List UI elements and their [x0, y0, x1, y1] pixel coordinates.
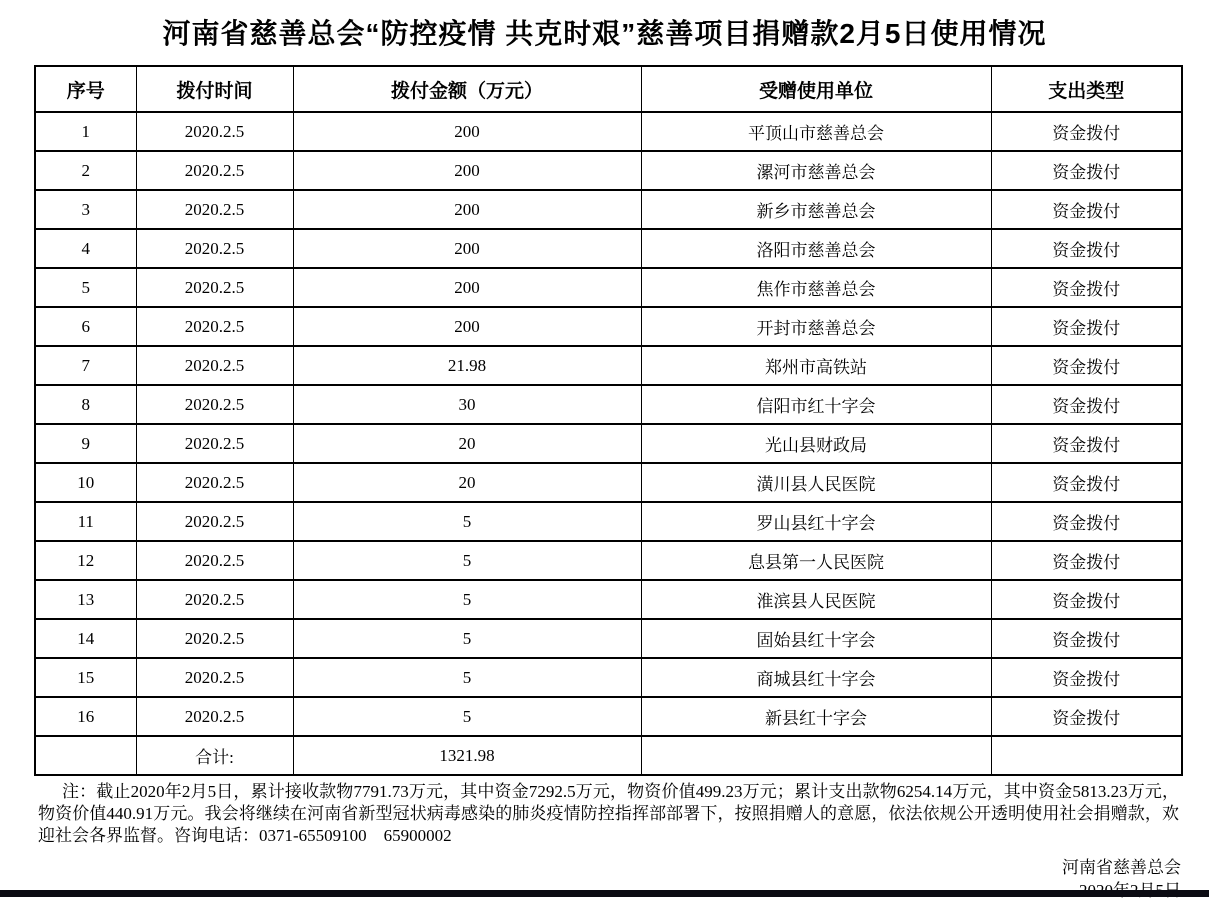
cell-no: 10 [35, 463, 136, 502]
page-title: 河南省慈善总会“防控疫情 共克时艰”慈善项目捐赠款2月5日使用情况 [162, 18, 1047, 49]
cell-no: 15 [35, 658, 136, 697]
cell-type: 资金拨付 [991, 697, 1182, 736]
total-cell-empty-type [991, 736, 1182, 775]
cell-unit: 郑州市高铁站 [641, 346, 991, 385]
cell-type: 资金拨付 [991, 112, 1182, 151]
table-row [35, 658, 1182, 697]
cell-amount: 5 [293, 697, 641, 736]
cell-date: 2020.2.5 [136, 346, 293, 385]
cell-date: 2020.2.5 [136, 619, 293, 658]
cell-type: 资金拨付 [991, 580, 1182, 619]
cell-no: 13 [35, 580, 136, 619]
cell-unit: 新乡市慈善总会 [641, 190, 991, 229]
cell-date: 2020.2.5 [136, 502, 293, 541]
cell-date: 2020.2.5 [136, 463, 293, 502]
cell-date: 2020.2.5 [136, 385, 293, 424]
cell-unit: 开封市慈善总会 [641, 307, 991, 346]
cell-unit: 信阳市红十字会 [641, 385, 991, 424]
cell-amount: 200 [293, 268, 641, 307]
table-row [35, 307, 1182, 346]
cell-date: 2020.2.5 [136, 307, 293, 346]
cell-date: 2020.2.5 [136, 112, 293, 151]
cell-no: 3 [35, 190, 136, 229]
cell-type: 资金拨付 [991, 541, 1182, 580]
table-body [35, 112, 1182, 736]
cell-date: 2020.2.5 [136, 697, 293, 736]
cell-no: 5 [35, 268, 136, 307]
cell-date: 2020.2.5 [136, 268, 293, 307]
cell-type: 资金拨付 [991, 424, 1182, 463]
cell-unit: 焦作市慈善总会 [641, 268, 991, 307]
table-row [35, 112, 1182, 151]
cell-amount: 20 [293, 424, 641, 463]
table-row [35, 463, 1182, 502]
cell-unit: 固始县红十字会 [641, 619, 991, 658]
table-row [35, 541, 1182, 580]
table-row [35, 151, 1182, 190]
cell-date: 2020.2.5 [136, 541, 293, 580]
cell-unit: 淮滨县人民医院 [641, 580, 991, 619]
signature-org: 河南省慈善总会 [1062, 858, 1181, 877]
cell-type: 资金拨付 [991, 658, 1182, 697]
table-row [35, 229, 1182, 268]
table-footer [35, 736, 1182, 775]
cell-no: 4 [35, 229, 136, 268]
cell-unit: 罗山县红十字会 [641, 502, 991, 541]
table-row [35, 190, 1182, 229]
table-header [35, 66, 1182, 112]
cell-amount: 30 [293, 385, 641, 424]
header-no: 序号 [35, 66, 136, 112]
cell-unit: 光山县财政局 [641, 424, 991, 463]
cell-unit: 漯河市慈善总会 [641, 151, 991, 190]
cell-date: 2020.2.5 [136, 580, 293, 619]
header-amount: 拨付金额（万元） [293, 66, 641, 112]
cell-unit: 新县红十字会 [641, 697, 991, 736]
cell-type: 资金拨付 [991, 463, 1182, 502]
cell-no: 1 [35, 112, 136, 151]
cell-date: 2020.2.5 [136, 424, 293, 463]
cell-amount: 5 [293, 619, 641, 658]
cell-no: 12 [35, 541, 136, 580]
header-type: 支出类型 [991, 66, 1182, 112]
total-label: 合计: [136, 736, 293, 775]
cell-date: 2020.2.5 [136, 229, 293, 268]
cell-amount: 5 [293, 502, 641, 541]
table-row [35, 697, 1182, 736]
table-row [35, 346, 1182, 385]
cell-amount: 200 [293, 151, 641, 190]
cell-type: 资金拨付 [991, 619, 1182, 658]
table-row [35, 502, 1182, 541]
cell-amount: 5 [293, 580, 641, 619]
cell-amount: 5 [293, 541, 641, 580]
cell-unit: 潢川县人民医院 [641, 463, 991, 502]
cell-no: 8 [35, 385, 136, 424]
cell-date: 2020.2.5 [136, 190, 293, 229]
cell-date: 2020.2.5 [136, 151, 293, 190]
footnote: 注：截止2020年2月5日，累计接收款物7791.73万元，其中资金7292.5万元，物资价值499.23万元；累计支出款物6254.14万元，其中资金5813.23万元，物资价值440.91万元。我会将继续在河南省新型冠状病毒感染的肺炎疫情防控指挥部部署下，按照捐赠人的意愿，依法依规公开透明使用社会捐赠款，欢迎社会各界监督。咨询电话：0371-65509100 65900002 [38, 782, 1179, 845]
cell-unit: 洛阳市慈善总会 [641, 229, 991, 268]
cell-amount: 200 [293, 112, 641, 151]
cell-amount: 21.98 [293, 346, 641, 385]
cell-type: 资金拨付 [991, 151, 1182, 190]
cell-amount: 200 [293, 307, 641, 346]
total-cell-empty-no [35, 736, 136, 775]
total-amount: 1321.98 [293, 736, 641, 775]
cell-type: 资金拨付 [991, 346, 1182, 385]
table-row [35, 385, 1182, 424]
cell-no: 9 [35, 424, 136, 463]
table-row [35, 580, 1182, 619]
cell-date: 2020.2.5 [136, 658, 293, 697]
bottom-rule [0, 890, 1209, 897]
cell-amount: 20 [293, 463, 641, 502]
header-unit: 受赠使用单位 [641, 66, 991, 112]
cell-type: 资金拨付 [991, 502, 1182, 541]
header-date: 拨付时间 [136, 66, 293, 112]
cell-no: 2 [35, 151, 136, 190]
table-row [35, 619, 1182, 658]
header-row [35, 66, 1182, 112]
cell-unit: 平顶山市慈善总会 [641, 112, 991, 151]
donation-table [34, 65, 1183, 776]
cell-no: 7 [35, 346, 136, 385]
total-cell-empty-unit [641, 736, 991, 775]
cell-type: 资金拨付 [991, 229, 1182, 268]
cell-no: 16 [35, 697, 136, 736]
cell-unit: 商城县红十字会 [641, 658, 991, 697]
table-row [35, 268, 1182, 307]
cell-type: 资金拨付 [991, 307, 1182, 346]
cell-type: 资金拨付 [991, 268, 1182, 307]
cell-unit: 息县第一人民医院 [641, 541, 991, 580]
cell-no: 14 [35, 619, 136, 658]
cell-amount: 200 [293, 190, 641, 229]
cell-amount: 200 [293, 229, 641, 268]
cell-type: 资金拨付 [991, 190, 1182, 229]
cell-no: 6 [35, 307, 136, 346]
cell-amount: 5 [293, 658, 641, 697]
cell-type: 资金拨付 [991, 385, 1182, 424]
total-row [35, 736, 1182, 775]
cell-no: 11 [35, 502, 136, 541]
table-row [35, 424, 1182, 463]
